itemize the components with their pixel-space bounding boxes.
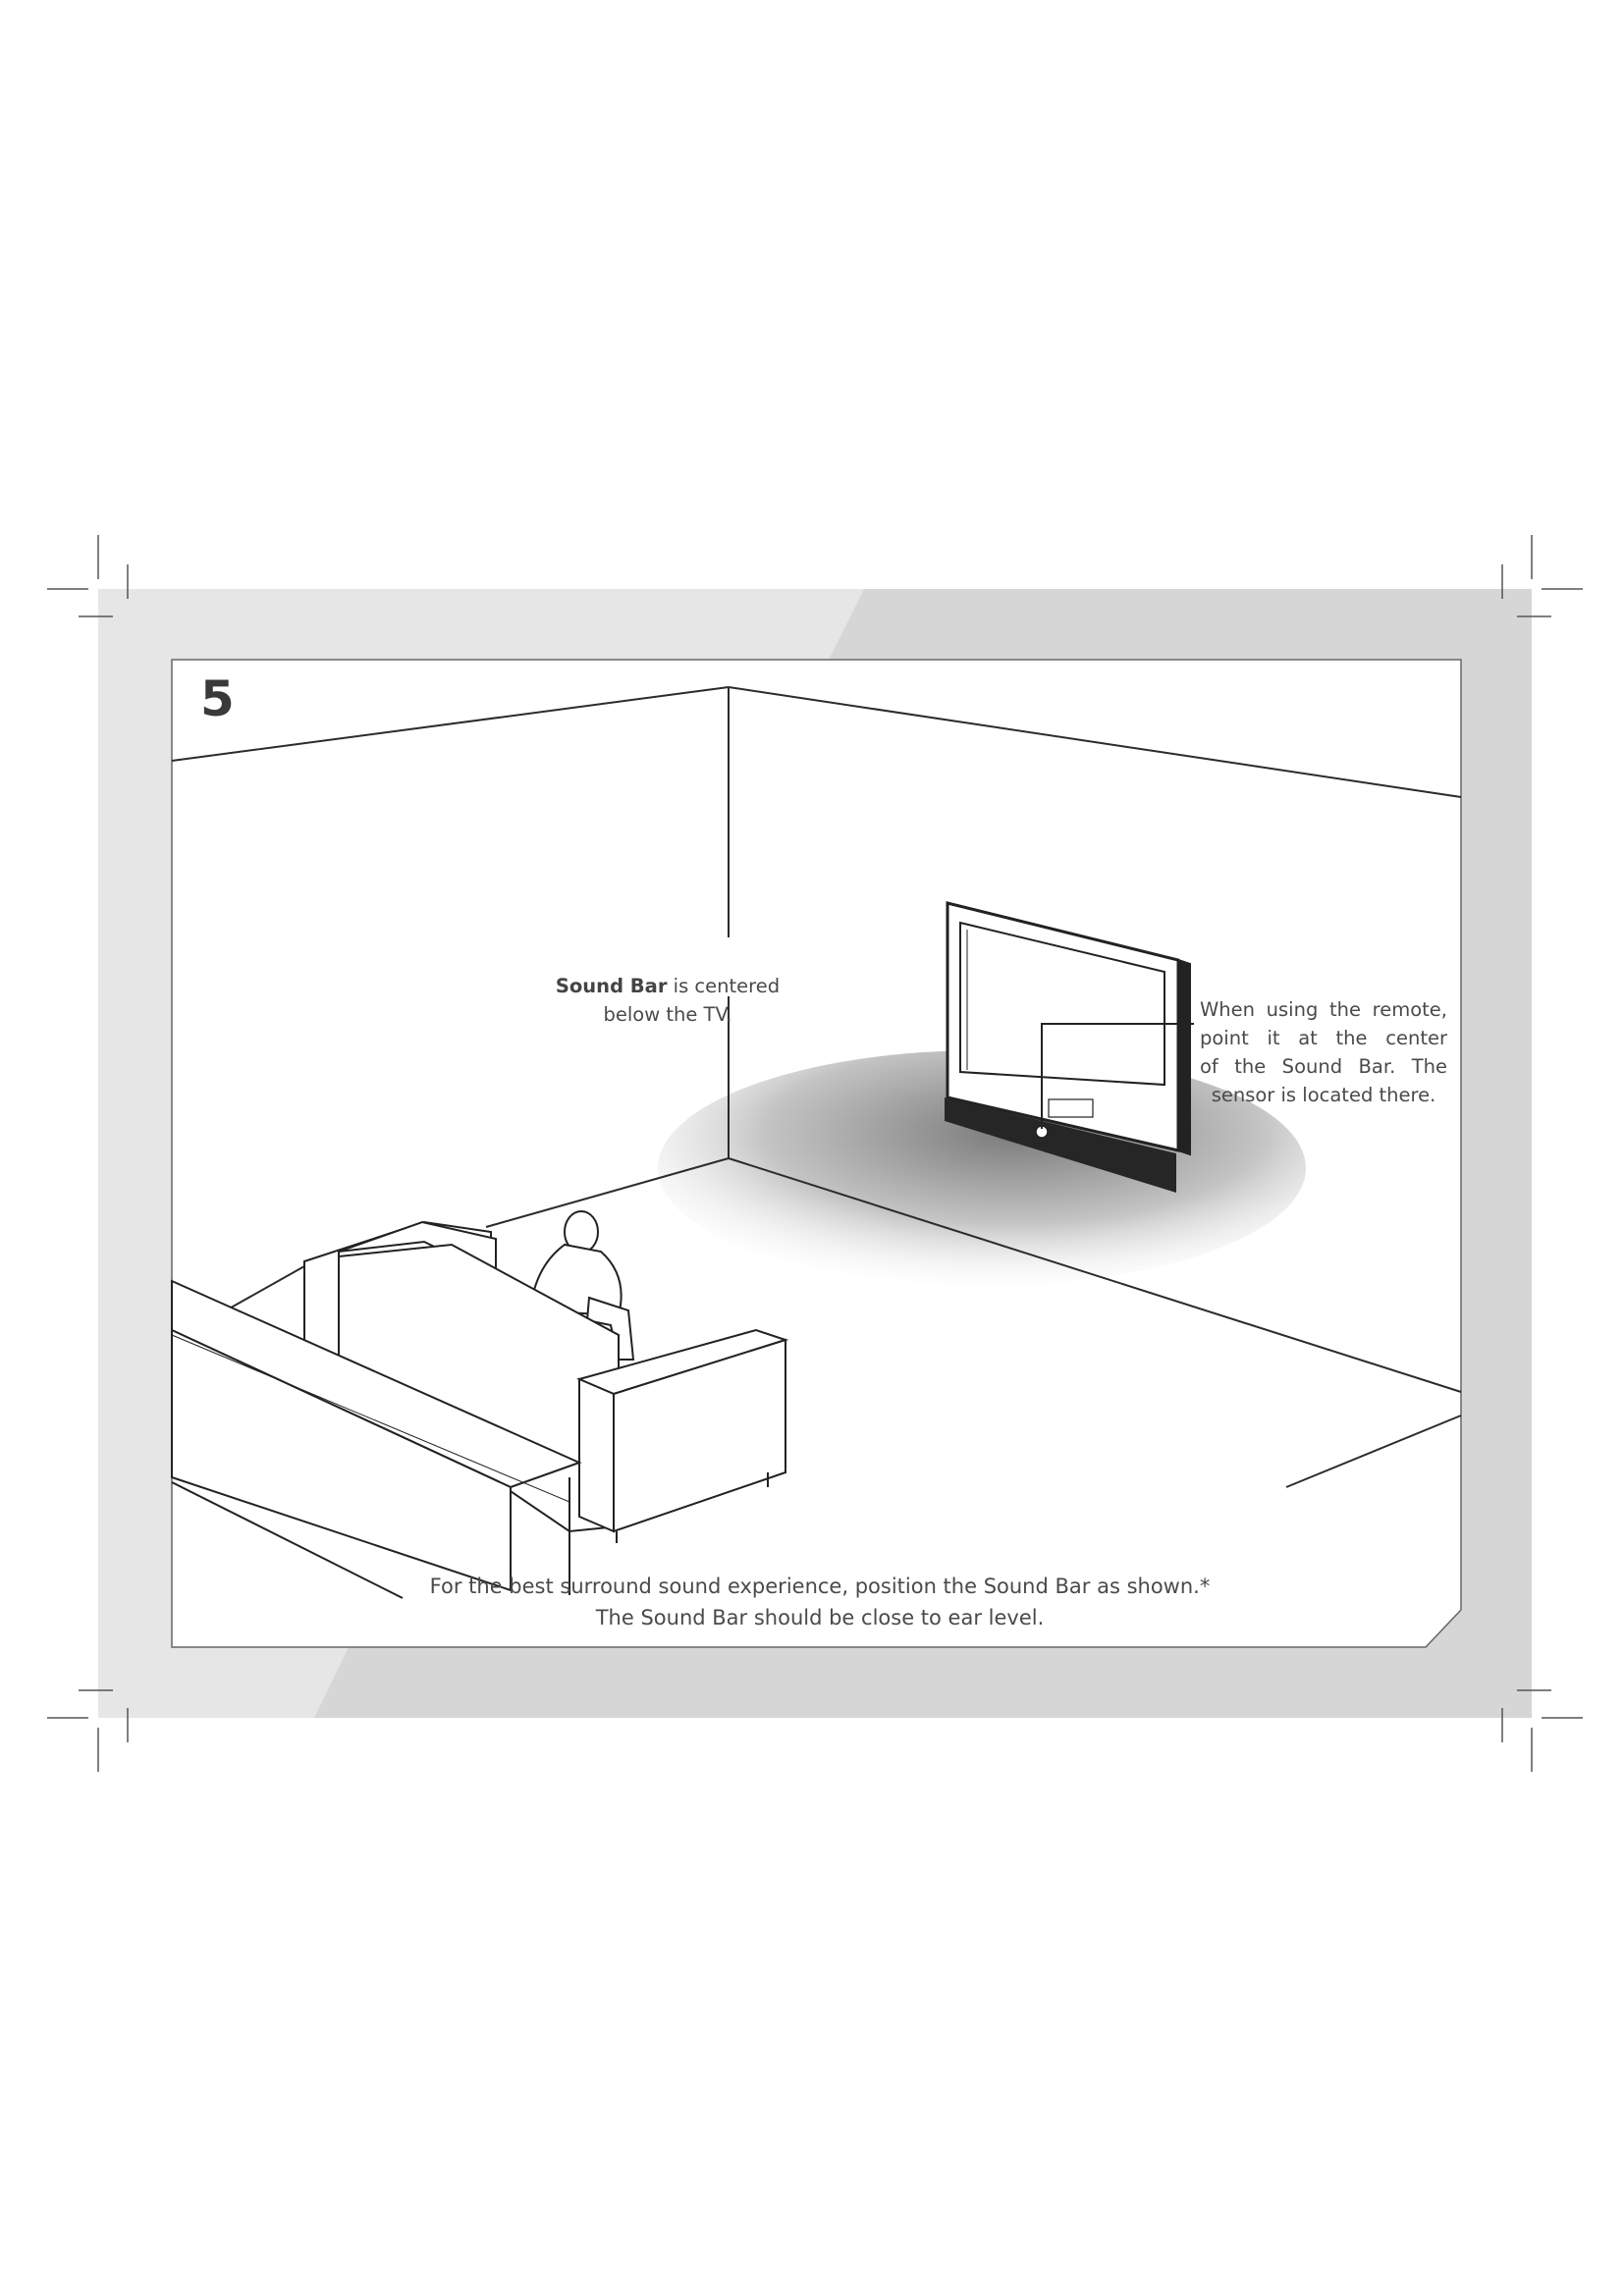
remote-callout-line1: When using the remote, bbox=[1200, 998, 1447, 1021]
sound-bar-callout-line1 bbox=[511, 972, 825, 1000]
remote-callout-line3: of the Sound Bar. The bbox=[1200, 1055, 1447, 1078]
page-number: 5 bbox=[200, 670, 235, 727]
sound-bar-callout bbox=[511, 972, 825, 1029]
remote-callout bbox=[1200, 995, 1447, 1109]
remote-callout-line4: sensor is located there. bbox=[1211, 1084, 1436, 1106]
sound-bar-callout-rest: is centered bbox=[667, 975, 781, 997]
sound-bar-callout-line2: below the TV. bbox=[603, 1003, 732, 1026]
caption-line1: For the best surround sound experience, position the Sound Bar as shown.* bbox=[429, 1575, 1211, 1598]
remote-callout-line2: point it at the center bbox=[1200, 1027, 1447, 1049]
placement-caption bbox=[255, 1571, 1384, 1633]
sound-bar-term: Sound Bar bbox=[555, 975, 668, 997]
caption-line2: The Sound Bar should be close to ear level. bbox=[595, 1606, 1045, 1629]
